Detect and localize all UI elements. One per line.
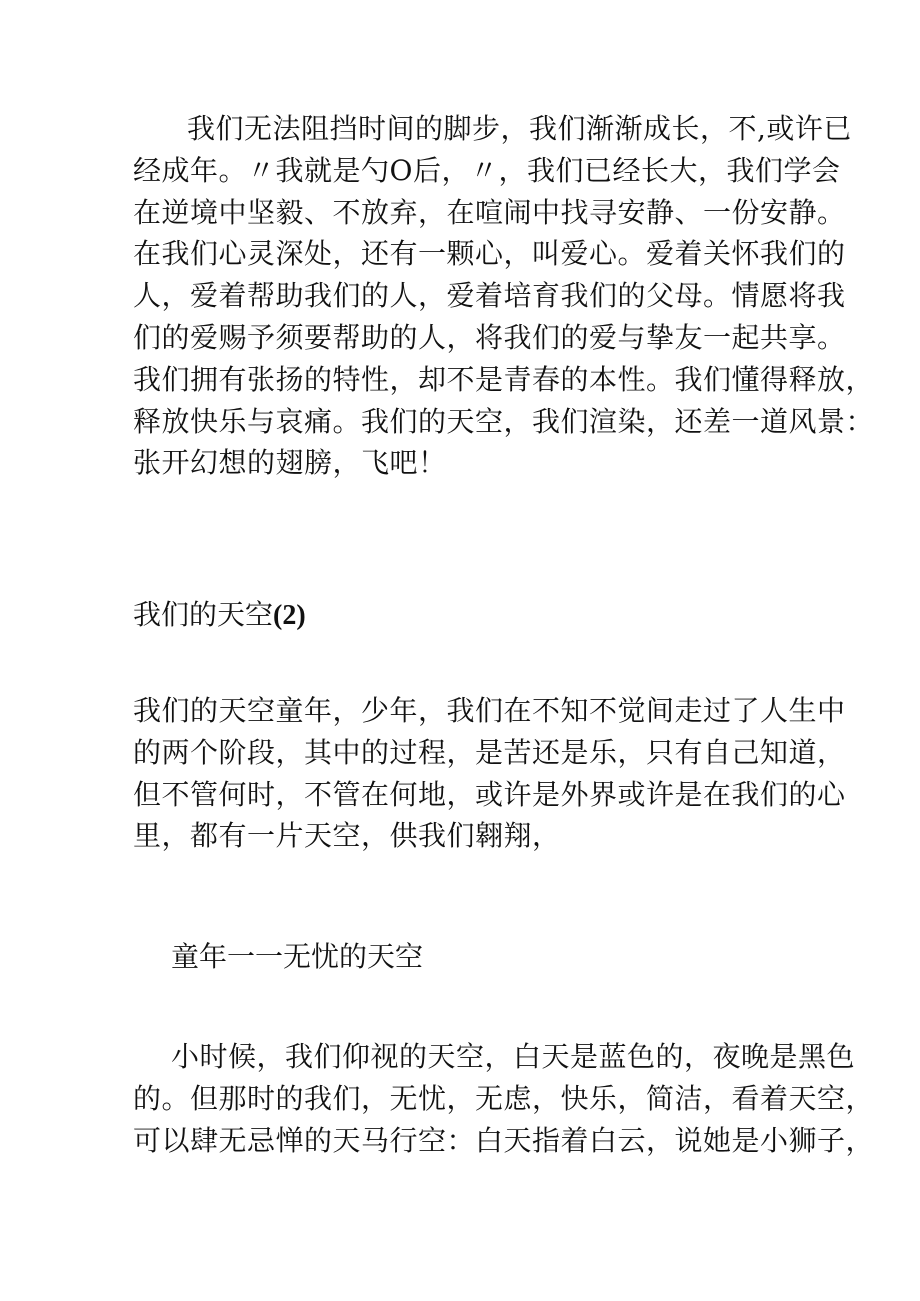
paragraph-1-line: 经成年。〃我就是勺O后，〃，我们已经长大，我们学会 — [133, 153, 841, 187]
paragraph-1 — [133, 108, 875, 484]
paragraph-1-line: 我们拥有张扬的特性，却不是青春的本性。我们懂得释放， — [133, 362, 875, 396]
paragraph-3 — [133, 1036, 875, 1161]
paragraph-1-line: 们的爱赐予须要帮助的人，将我们的爱与挚友一起共享。 — [133, 320, 846, 354]
paragraph-1-line: 在我们心灵深处，还有一颗心，叫爱心。爱着关怀我们的 — [133, 237, 846, 271]
paragraph-2 — [133, 690, 846, 857]
paragraph-2-line: 的两个阶段，其中的过程，是苦还是乐，只有自己知道， — [133, 735, 846, 769]
section-heading-text: 我们的天空 — [133, 598, 274, 631]
subheading-childhood: 童年一一无忧的天空 — [171, 940, 424, 973]
paragraph-1-line: 在逆境中坚毅、不放弃，在喧闹中找寻安静、一份安静。 — [133, 195, 846, 229]
paragraph-3-line: 小时候，我们仰视的天空，白天是蓝色的，夜晚是黑色 — [171, 1040, 856, 1073]
paragraph-3-line: 的。但那时的我们，无忧，无虑，快乐，简洁，看着天空， — [133, 1081, 875, 1115]
paragraph-2-line: 里，都有一片天空，供我们翱翔， — [133, 819, 561, 853]
paragraph-2-line: 但不管何时，不管在何地，或许是外界或许是在我们的心 — [133, 777, 846, 811]
paragraph-1-line: 人，爱着帮助我们的人，爱着培育我们的父母。情愿将我 — [133, 279, 846, 313]
paragraph-3-line: 可以肆无忌惮的天马行空：白天指着白云，说她是小狮子， — [133, 1123, 875, 1157]
paragraph-1-line: 张开幻想的翅膀，飞吧！ — [133, 446, 447, 480]
paragraph-1-line: 释放快乐与哀痛。我们的天空，我们渲染，还差一道风景： — [133, 404, 875, 438]
section-heading-2 — [133, 595, 306, 636]
paragraph-1-line: 我们无法阻挡时间的脚步，我们渐渐成长，不,或许已 — [187, 112, 852, 145]
section-heading-number: (2) — [273, 600, 306, 631]
paragraph-2-line: 我们的天空童年，少年，我们在不知不觉间走过了人生中 — [133, 694, 846, 727]
